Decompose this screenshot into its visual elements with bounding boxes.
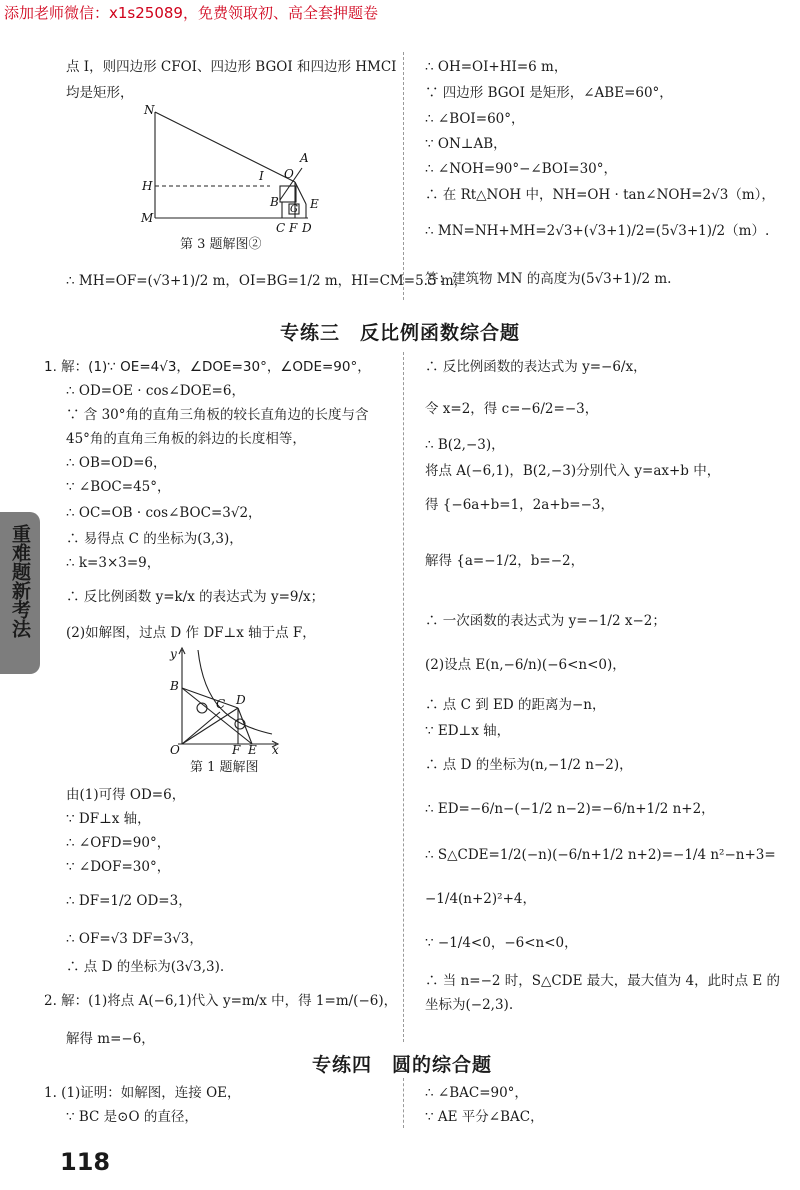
text-line: ∵ ON⊥AB，: [425, 136, 507, 152]
text-line: 2. 解：(1)将点 A(−6,1)代入 y=m/x 中，得 1=m/(−6)，: [44, 993, 398, 1009]
text-line: ∴ 点 D 的坐标为(n,−1/2 n−2)，: [425, 757, 633, 773]
text-line: ∴ S△CDE=1/2(−n)(−6/n+1/2 n+2)=−1/4 n²−n+3=: [425, 847, 776, 863]
text-line: 答：建筑物 MN 的高度为(5√3+1)/2 m.: [425, 271, 672, 287]
text-line: ∴ 一次函数的表达式为 y=−1/2 x−2；: [425, 613, 666, 629]
segment-BD: [182, 688, 238, 708]
label-C: C: [216, 697, 226, 711]
text-line: ∴ 在 Rt△NOH 中，NH=OH · tan∠NOH=2√3（m），: [425, 187, 775, 203]
column-divider-top: [403, 52, 404, 300]
text-line: 坐标为(−2,3).: [425, 997, 514, 1013]
label-D: D: [302, 221, 312, 235]
figure-caption: 第 3 题解图②: [180, 237, 262, 252]
label-N: N: [144, 103, 155, 117]
text-line: ∴ MH=OF=(√3+1)/2 m，OI=BG=1/2 m，HI=CM=5.5 m，: [66, 273, 468, 289]
text-line: ∵ DF⊥x 轴，: [66, 811, 151, 827]
text-line: ∵ −1/4<0，−6<n<0，: [425, 935, 578, 951]
text-line: ∴ OH=OI+HI=6 m，: [425, 59, 568, 75]
text-line: 1. (1)证明：如解图，连接 OE，: [44, 1085, 241, 1101]
text-line: ∵ ∠BOC=45°，: [66, 479, 171, 495]
text-line: ∴ OC=OB · cos∠BOC=3√2，: [66, 505, 262, 521]
text-line: ∴ B(2,−3)，: [425, 437, 505, 453]
promo-banner: 添加老师微信：x1s25089，免费领取初、高全套押题卷: [4, 4, 378, 22]
text-line: −1/4(n+2)²+4，: [425, 891, 536, 907]
text-line: ∵ 含 30°角的直角三角板的较长直角边的长度与含: [66, 407, 369, 423]
text-line: ∵ ED⊥x 轴，: [425, 723, 511, 739]
text-line: 将点 A(−6,1)，B(2,−3)分别代入 y=ax+b 中，: [425, 463, 721, 479]
segment-NO: [155, 112, 295, 182]
text-line: 令 x=2，得 c=−6/2=−3，: [425, 401, 599, 417]
column-divider-bottom: [403, 1078, 404, 1128]
side-tab-label: 重难题新考法: [9, 524, 31, 638]
text-line: 点 I，则四边形 CFOI、四边形 BGOI 和四边形 HMCI: [66, 59, 397, 75]
text-line: ∴ k=3×3=9，: [66, 555, 161, 571]
text-line: ∵ 四边形 BGOI 是矩形，∠ABE=60°，: [425, 85, 673, 101]
label-F: F: [232, 743, 241, 756]
text-line: ∴ OD=OE · cos∠DOE=6，: [66, 383, 245, 399]
side-tab: [0, 512, 40, 674]
text-line: ∴ 当 n=−2 时，S△CDE 最大，最大值为 4，此时点 E 的: [425, 973, 781, 989]
text-line: 45°角的直角三角板的斜边的长度相等，: [66, 431, 306, 447]
text-line: ∴ ED=−6/n−(−1/2 n−2)=−6/n+1/2 n+2，: [425, 801, 715, 817]
section-title: 专练三 反比例函数综合题: [280, 322, 521, 344]
text-line: ∴ 点 C 到 ED 的距离为−n，: [425, 697, 606, 713]
label-O: O: [170, 743, 180, 756]
label-I: I: [259, 169, 264, 183]
column-divider-middle: [403, 352, 404, 1042]
figure-problem3-solution2: [130, 100, 330, 235]
text-line: ∴ 反比例函数的表达式为 y=−6/x，: [425, 359, 647, 375]
text-line: ∵ ∠DOF=30°，: [66, 859, 171, 875]
text-line: ∴ ∠OFD=90°，: [66, 835, 171, 851]
text-line: 由(1)可得 OD=6，: [66, 787, 186, 803]
label-M: M: [141, 211, 154, 225]
page-number: 118: [60, 1148, 111, 1176]
label-D: D: [236, 693, 246, 707]
text-line: ∵ BC 是⊙O 的直径，: [66, 1109, 198, 1125]
text-line: ∴ OF=√3 DF=3√3，: [66, 931, 203, 947]
text-line: (2)如解图，过点 D 作 DF⊥x 轴于点 F，: [66, 625, 316, 641]
label-F: F: [289, 221, 298, 235]
text-line: ∴ ∠BAC=90°，: [425, 1085, 528, 1101]
text-line: 1. 解：(1)∵ OE=4√3，∠DOE=30°，∠ODE=90°，: [44, 359, 371, 375]
text-line: 解得 m=−6，: [66, 1031, 155, 1047]
text-line: ∴ 反比例函数 y=k/x 的表达式为 y=9/x；: [66, 589, 325, 605]
text-line: 得 {−6a+b=1，2a+b=−3，: [425, 497, 614, 513]
text-line: ∴ ∠BOI=60°，: [425, 111, 525, 127]
label-E: E: [248, 743, 257, 756]
label-B: B: [270, 195, 279, 209]
label-G: G: [290, 204, 298, 215]
text-line: ∴ 点 D 的坐标为(3√3,3).: [66, 959, 225, 975]
text-line: ∴ 易得点 C 的坐标为(3,3)，: [66, 531, 243, 547]
label-O: O: [284, 167, 294, 181]
label-y: y: [170, 647, 177, 661]
text-line: ∴ DF=1/2 OD=3，: [66, 893, 192, 909]
text-line: ∴ ∠NOH=90°−∠BOI=30°，: [425, 161, 618, 177]
label-H: H: [142, 179, 153, 193]
segment-OE: [295, 182, 306, 204]
label-A: A: [300, 151, 309, 165]
text-line: ∴ MN=NH+MH=2√3+(√3+1)/2=(5√3+1)/2（m）.: [425, 223, 770, 239]
segment-OC: [182, 712, 220, 744]
label-E: E: [310, 197, 319, 211]
text-line: 均是矩形，: [66, 85, 134, 101]
text-line: ∵ AE 平分∠BAC，: [425, 1109, 544, 1125]
figure-problem1-solution: [168, 644, 288, 756]
label-C: C: [276, 221, 286, 235]
text-line: 解得 {a=−1/2，b=−2，: [425, 553, 585, 569]
label-B: B: [170, 679, 179, 693]
figure-caption: 第 1 题解图: [190, 760, 259, 775]
text-line: ∴ OB=OD=6，: [66, 455, 167, 471]
label-x: x: [272, 743, 279, 756]
section-title: 专练四 圆的综合题: [312, 1054, 493, 1076]
text-line: (2)设点 E(n,−6/n)(−6<n<0)，: [425, 657, 626, 673]
